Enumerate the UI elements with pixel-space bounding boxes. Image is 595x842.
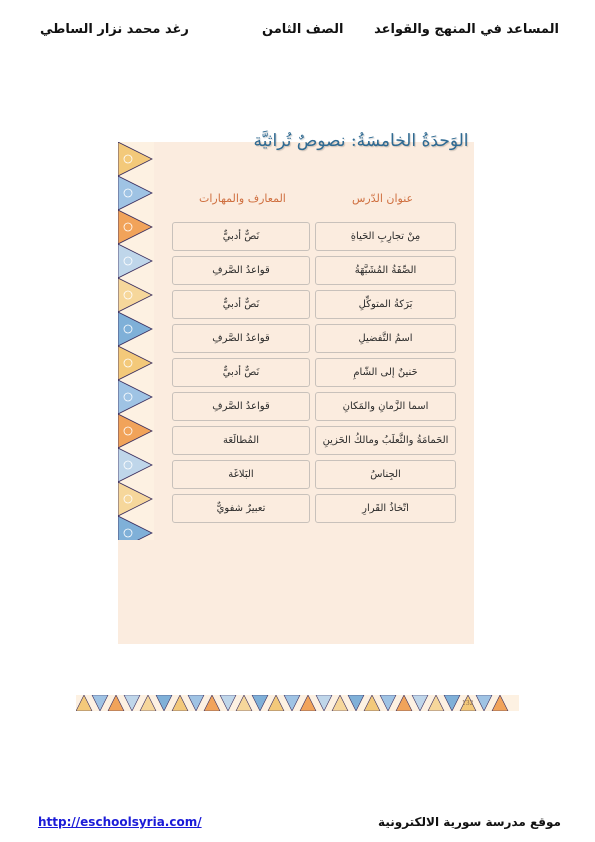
table-row [172,494,456,523]
lesson-title-cell: حَنينٌ إلى الشّامِ [315,358,456,387]
lesson-title-cell: مِنْ تجارِبِ الحَياةِ [315,222,456,251]
decorative-border-strip [118,142,154,540]
lesson-title-cell: الصِّفَةُ المُشَبَّهَةُ [315,256,456,285]
lesson-title-cell: بَرَكةُ المتوكِّلِ [315,290,456,319]
header-author: رغد محمد نزار الساطي [40,22,189,37]
lesson-title-cell: اسما الزَّمانِ والمَكانِ [315,392,456,421]
table-row [172,460,456,489]
lesson-title-cell: الجِناسُ [315,460,456,489]
table-row [172,256,456,285]
skill-cell: تعبيرٌ شفويٌّ [172,494,310,523]
skill-cell: قواعدُ الصَّرفِ [172,324,310,353]
page-footer [0,815,595,833]
table-row [172,392,456,421]
lesson-title-cell: اسمُ التَّفضيلِ [315,324,456,353]
skill-cell: البَلاغَة [172,460,310,489]
skill-cell: نَصٌّ أدبيٌّ [172,222,310,251]
skill-cell: نَصٌّ أدبيٌّ [172,290,310,319]
site-name: موقع مدرسة سورية الالكترونية [378,815,561,829]
header-grade: الصف الثامن [262,22,344,37]
table-row [172,222,456,251]
page-header [0,22,595,42]
skill-cell: قواعدُ الصَّرفِ [172,256,310,285]
table-row [172,290,456,319]
lesson-title-cell: الحَمامَةُ والثَّعلَبُ ومالكُ الحَزينِ [315,426,456,455]
skill-cell: قواعدُ الصَّرفِ [172,392,310,421]
table-row [172,324,456,353]
skill-cell: المُطالَعَة [172,426,310,455]
unit-title: الوَحدَةُ الخامسَةُ: نصوصٌ تُراثيَّة [253,131,469,151]
page-number: 132 [462,700,474,707]
header-book-title: المساعد في المنهج والقواعد [374,22,559,37]
table-row [172,426,456,455]
column-header-lesson: عنوان الدّرس [352,192,414,205]
site-link[interactable]: http://eschoolsyria.com/ [38,815,202,829]
skill-cell: نَصٌّ أدبيٌّ [172,358,310,387]
table-row [172,358,456,387]
decorative-bottom-strip [76,695,519,711]
lesson-title-cell: اتّخاذُ القَرارِ [315,494,456,523]
column-header-skill: المعارف والمهارات [199,192,286,205]
